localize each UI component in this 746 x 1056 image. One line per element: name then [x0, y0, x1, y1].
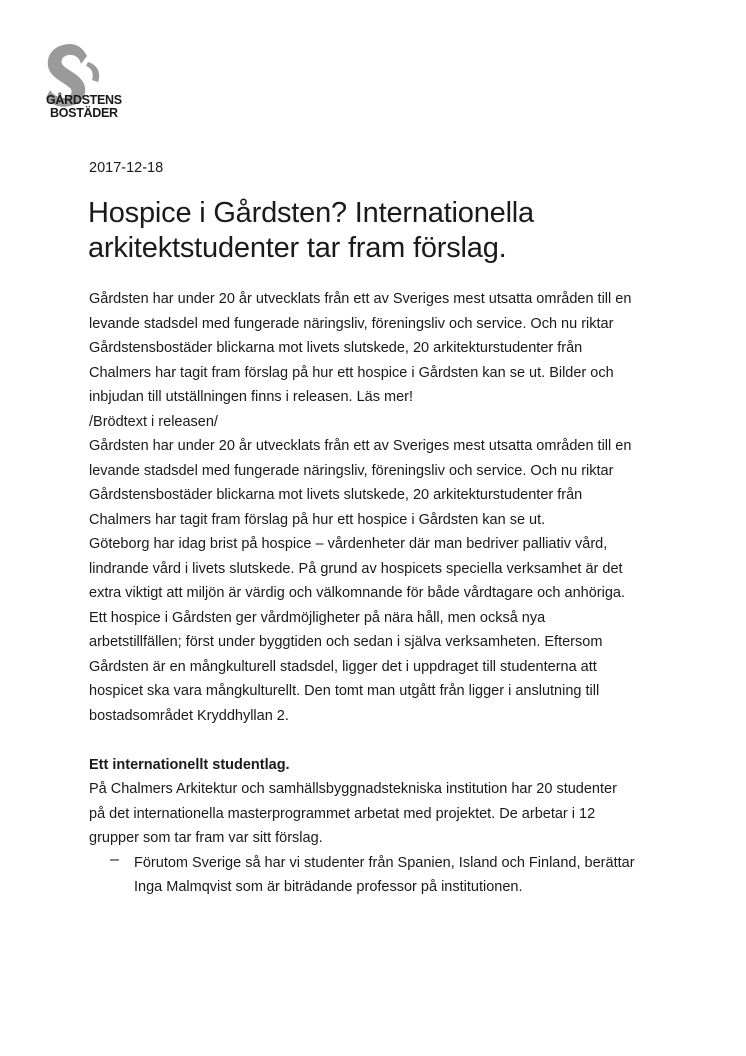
bullet-line: Förutom Sverige så har vi studenter från Spanien, Island och Finland, berättar [134, 854, 635, 871]
page-title [88, 196, 688, 266]
logo-text-line1: GÅRDSTENS [46, 93, 122, 107]
paragraph-line: Gårdsten är en mångkulturell stadsdel, ligger det i uppdraget till studenterna att [89, 658, 597, 675]
paragraph-line: Chalmers har tagit fram förslag på hur ett hospice i Gårdsten kan se ut. Bilder och [89, 364, 614, 381]
logo-text-line2: BOSTÄDER [50, 106, 118, 120]
paragraph-line: Göteborg har idag brist på hospice – vårdenheter där man bedriver palliativ vård, [89, 536, 608, 552]
paragraph-line: levande stadsdel med fungerade näringsliv, föreningsliv och service. Och nu riktar [89, 315, 614, 332]
bullet-item [89, 851, 669, 900]
bullet-line: Inga Malmqvist som är biträdande professor på institutionen. [134, 879, 523, 895]
bullet-dash: – [110, 850, 119, 868]
paragraph-line: hospicet ska vara mångkulturellt. Den tomt man utgått från ligger i anslutning till [89, 683, 600, 699]
paragraph-line: levande stadsdel med fungerade näringsliv, föreningsliv och service. Och nu riktar [89, 462, 614, 479]
logo [40, 42, 140, 132]
title-line: arkitektstudenter tar fram förslag. [88, 232, 507, 264]
paragraph-line: extra viktigt att miljön är värdig och välkomnande för både vårdtagare och anhöriga. [89, 585, 625, 601]
body-text [89, 287, 669, 900]
publish-date: 2017-12-18 [89, 160, 164, 176]
paragraph-line: grupper som tar fram var sitt förslag. [89, 830, 323, 846]
title-line: Hospice i Gårdsten? Internationella [88, 197, 534, 229]
logo-text [46, 94, 122, 120]
paragraph-line: inbjudan till utställningen finns i releasen. Läs mer! [89, 389, 414, 405]
paragraph-line: Gårdstensbostäder blickarna mot livets slutskede, 20 arkitekturstudenter från [89, 487, 583, 503]
paragraph-line: Ett hospice i Gårdsten ger vårdmöjligheter på nära håll, men också nya [89, 609, 546, 626]
paragraph-gap [89, 728, 669, 753]
paragraph-line: Gårdstensbostäder blickarna mot livets slutskede, 20 arkitekturstudenter från [89, 340, 583, 356]
paragraph-line: lindrande vård i livets slutskede. På grund av hospicets speciella verksamhet är det [89, 560, 623, 577]
paragraph-line: Gårdsten har under 20 år utvecklats från ett av Sveriges mest utsatta områden till en [89, 291, 632, 307]
paragraph-line: bostadsområdet Kryddhyllan 2. [89, 707, 289, 724]
paragraph-line: På Chalmers Arkitektur och samhällsbyggnadstekniska institution har 20 studenter [89, 781, 617, 797]
paragraph-line: Gårdsten har under 20 år utvecklats från ett av Sveriges mest utsatta områden till en [89, 438, 632, 454]
section-heading: Ett internationellt studentlag. [89, 756, 290, 773]
paragraph-line: arbetstillfällen; först under byggtiden och sedan i själva verksamheten. Eftersom [89, 634, 603, 650]
paragraph-line: på det internationella masterprogrammet arbetat med projektet. De arbetar i 12 [89, 805, 596, 822]
paragraph-line: /Brödtext i releasen/ [89, 413, 218, 430]
paragraph-line: Chalmers har tagit fram förslag på hur ett hospice i Gårdsten kan se ut. [89, 511, 546, 528]
